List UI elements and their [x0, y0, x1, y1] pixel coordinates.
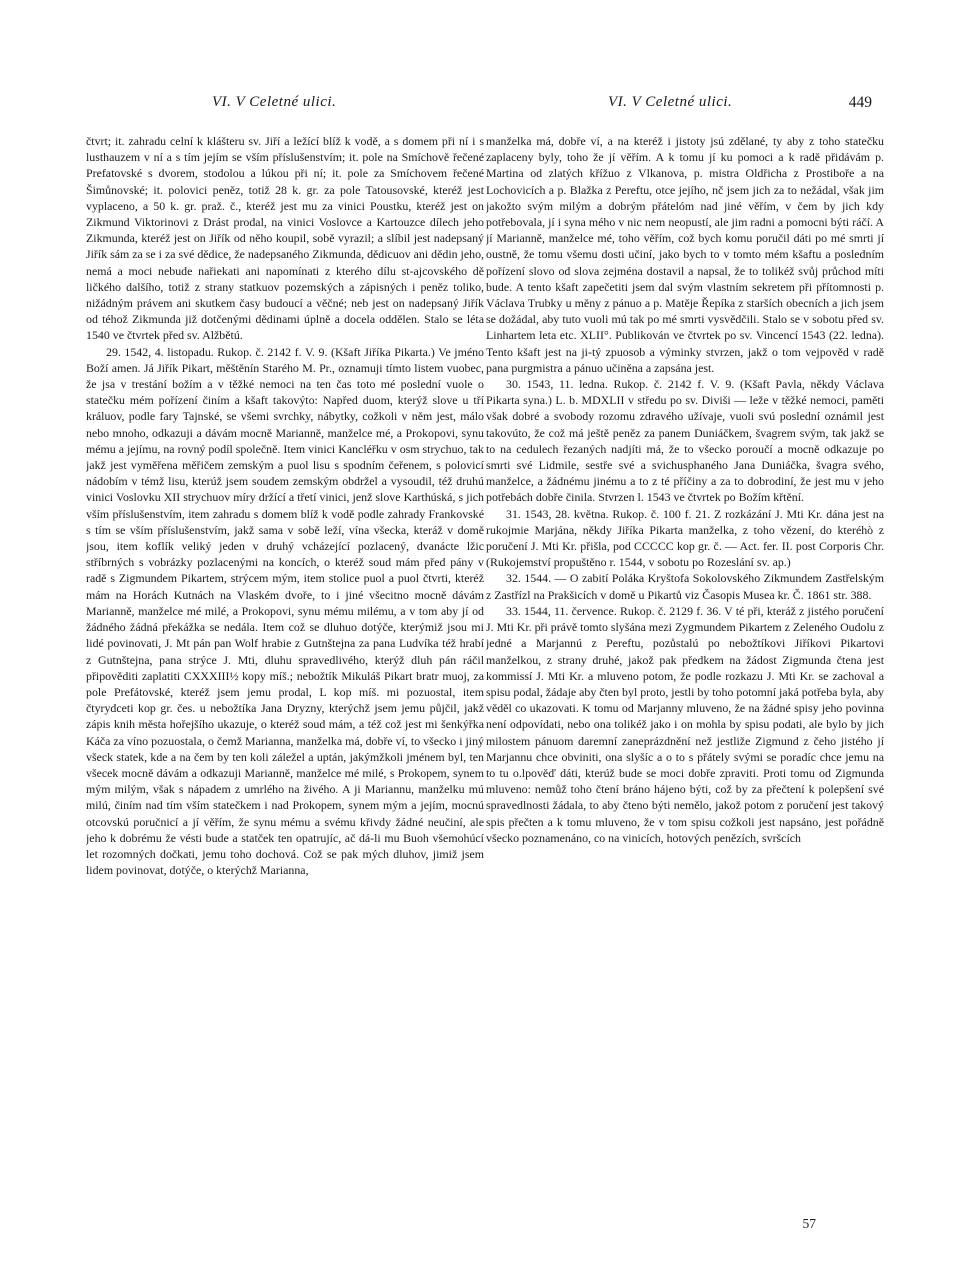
running-head-right: VI. V Celetné ulici.	[608, 94, 733, 110]
entry-32: 32. 1544. — O zabití Poláka Kryštofa Sokolovského Zikmundem Zastřelským z Zastřízl na Prakšicích v domě u Pikartů viz Časopis Musea kr. Č. 1861 str. 388.	[486, 571, 884, 602]
paragraph-continuation: čtvrt; it. zahradu celní k klášteru sv. Jiří a ležící blíž k vodě, a s domem při ní i s lusthauzem v ní a s tím jejím se vším příslušenstvím; it. pole na Smíchově řečené Prefatovské s dvorem, stodolou a lúkou při ní; it. pole za Smíchovem řečené Šimůnovské; it. polovici peněz, totiž 28 k. gr. za pole Tatousovské, kteréž jest vyplaceno, a 50 k. gr. praž. č., kteréž jest mu za vinici Poustku, kteréž jest on Zikmund Viktorinovi z Drást prodal, na vinici Voslovce a Kartouzce dílech jeho Zikmunda, kteréž jest on Jiřík od něho koupil, sobě vyrazil; a slíbil jest nadepsaný Jiřík sám za se i za své dědice, že nadepsaného Zikmunda, dědicuov ani dědin jeho, nemá a moci nebude nařiekati ani napomínati z kterého dílu st-ajcovského dě ličkého dalšího, totiž z strany statkuov pozemských a zápisných i peněz toliko, nižádným právem ani skutkem časy budoucí a věčné; neb jest on nadepsaný Jiřík od téhož Zikmunda již dotčenými dědinami úplně a docela oddělen. Stalo se léta 1540 ve čtvrtek před sv. Alžbětú.	[86, 134, 484, 343]
entry-30: 30. 1543, 11. ledna. Rukop. č. 2142 f. V. 9. (Kšaft Pavla, někdy Václava Pikarta syna.) L. b. MDXLII v středu po sv. Diviši — leže v těžké nemoci, paměti však dobré a svobody rozomu zdravého užívaje, vuoli svú poslední oznámil jest takovúto, že což má ještě peněz za panem Duniáčkem, švagrem svým, tak jakž se to na cedulech řezaných nadjíti má, že to všecko poroučí a mocně odkazuje po smrti své Lidmile, sestře své a svichusphaného Jana Duniáčka, švagra svého, manželce, a žádnému jinému a to z té příčiny a za to dobrodiní, že jest mu v jeho potřebách dobře činila. Stvrzen l. 1543 ve čtvrtek po Božím křtění.	[486, 377, 884, 505]
page-number: 449	[848, 94, 872, 111]
left-column	[86, 133, 484, 1213]
entry-29: 29. 1542, 4. listopadu. Rukop. č. 2142 f. V. 9. (Kšaft Jiříka Pikarta.) Ve jméno Boží amen. Já Jiřík Pikart, měštěnín Starého M. Pr., oznamuji tímto listem vuobec, že jsa v trestání božím a v těžké nemoci na ten čas toto mé poslední vuole o statečku mém pořízení činím a kšaft takovýto: Napřed duom, kterýž slove u tří králuov, podle fary Tajnské, se všemi svrchky, nábytky, cožkoli v něm jest, málo nebo mnoho, odkazuji a dávám mocně Marianně, manželce mé, a Prokopovi, synu mému a jejímu, na rovný podíl společně. Item vinici Kancléřku v osm strychuo, tak jakž jest vyměřena měřičem zemským a puol lisu s spodním čeřenem, s polovicí nádobím v témž lisu, kterúž jsem soudem zemským obdržel a vysoudil, též druhú vinici Voslovku XII strychuov míry držící a třetí vinici, jenž slove Karthúská, s jich vším příslušenstvím, item zahradu s domem blíž k vodě podle zahrady Frankovské s tím se vším příslušenstvím, jakž sama v sobě leží, vína všecka, kteráž v domě jsou, item koflík veliký jeden v druhý vcházející pozlacený, dvanácte lžic stříbrných s vobrázky pozlacenými na koncích, o kteréž soud mám před pány v radě s Zigmundem Pikartem, strýcem mým, item stolice puol a puol čtvrti, kteréž mám na Horách Kutnách na Vlaském dvoře, to i jiné všecitno mocně dávám Marianně, manželce mé milé, a Prokopovi, synu mému milému, a v tom aby jí od žádného žádná překážka se nedála. Item což se dluhuo dotýče, kterýmiž jsou mi lidé povinovati, J. Mt pán pan Wolf hrabie z Gutnštejna za pana Ludvíka též hrabí z Gutnštejna, pana strýce J. Mti, dluhu spravedlivého, kterýž dluh pán ráčil připověditi zaplatiti CXXXIII½ kopy míš.; nebožtík Mikuláš Pikart bratr muoj, za pole Prefátovské, kteréž jsem jemu prodal, L kop míš. mi pozuostal, item čtyrydceti kop gr. čes. u nebožtíka Jana Dryzny, kterýchž jsem jemu půjčil, jakž zápis knih města hořejšího ukazuje, o kteréž soud mám, a též což jest mi šenkýřka Káča za víno pozuostala, o čemž Marianna, manželka má, dobře ví, to všecko i jiný všeck statek, kde a na čem by ten koli záležel a uptán, jakýmžkoli jménem byl, ten všecek mocně dávám a odkazuji Marianně, manželce mé milé, s Prokopem, synem mým milým, však s nápadem z umrlého na živého. A ji Mariannu, manželku mú milú, činím nad tím vším statečkem i nad Prokopem, synem mým a jejím, mocnú otcovskú poručnicí a jí věřím, že synu mému a svému křivdy žádné neučiní, ale jeho k dobrému že vésti bude a statček ten opatrujíc, ač dá-li mu Buoh všemohúcí let rozomných dočkati, jemu toho dochová. Což se pak mých dluhov, jimiž jsem lidem povinovat, dotýče, o kterýchž Marianna,	[86, 344, 484, 878]
entry-31: 31. 1543, 28. května. Rukop. č. 100 f. 21. Z rozkázání J. Mti Kr. dána jest na rukojmie Marjána, někdy Jiříka Pikarta manželka, z toho vězení, do kteréhò z poručení J. Mti Kr. přišla, pod CCCCC kop gr. č. — Act. fer. II. post Corporis Chr. (Rukojemství propuštěno r. 1544, v sobotu po Rozeslání sv. ap.)	[486, 506, 884, 570]
sheet-signature: 57	[802, 1216, 816, 1231]
paragraph-continuation: manželka má, dobře ví, a na kteréž i jistoty jsú zdělané, ty aby z toho statečku zaplaceny byly, toho že jí věřím. A k tomu jí ku pomoci a k radě přidávám p. Martina od zlatých křížuo z Vlkanova, p. mistra Oldřicha z Prostiboře a na Lochovicích a p. Blažka z Pereftu, otce jejího, nč jsem jich za to nežádal, však jim jakožto svým milým a dobrým přátelóm nad jiné věřím, v čem by jich kdy potřebovala, jí i syna mého v nic nem neopustí, ale jim radni a pomocni býti ráčí. A jí Marianně, manželce mé, toho věřím, což bych komu poručil dáti po mé smrti jí oustně, že tomu všemu dosti učiní, jako bych to v tomto mém kšaftu a posledním pořízení slovo od slova zejména dostavil a napsal, že to tolikéž svůj průchod míti bude. A tento kšaft zapečetiti jsem dal svým vlastním sekretem při přítomnosti p. Václava Trubky u měny z pánuo a p. Matěje Řepíka z starších obecních a jich jsem se dožádal, aby tuto vuoli mú tak po mé smrti vysvědčili. Stalo se v sobotu před sv. Linhartem leta etc. XLII°. Publikován ve čtvrtek po sv. Vincencí 1543 (22. ledna). Tento kšaft jest na ji-tý zpuosob a výminky stvrzen, jakž o tom vejpověd v radě pana purgmistra a pánuo učiněna a zapsána jest.	[486, 134, 884, 375]
running-head-left: VI. V Celetné ulici.	[212, 94, 337, 110]
right-column	[486, 133, 884, 1213]
entry-33: 33. 1544, 11. července. Rukop. č. 2129 f. 36. V té při, kteráž z jistého poručení J. Mti Kr. při právě tomto slyšána mezi Zygmundem Pikartem z Zeleného Oudolu z jedné a Marjannú z Pereftu, pozůstalú po nebožtíkovi Jiříkovi Pikartovi manželkou, z strany druhé, jakož pak předkem na žádost Zigmunda čtena jest kommissí J. Mti Kr. a mluveno potom, že podle rozkazu J. Mti Kr. se zachoval a spisu podal, žádaje aby čten byl proto, jestli by toho potomní jaká potřeba byla, aby věděl co ukazovati. K tomu od Marjanny mluveno, že na žádné spisy jeho povinna není odpovídati, nebo ona tolikéž jako i on mohla by spisu podati, ale bylo by jich milostem pánuom daremní zaneprázdnění než jestliže Zigmund z čeho jistého jí Marjannu chce obviniti, ona slyšíc a o to s přátely svými se poradíc chce jemu na to tu o.lpověď dáti, kterúž bude se moci dobře zpraviti. Proti tomu od Zigmunda mluveno: nemůž toho čtení bráno hájeno býti, což by za přečtení k polepšení své spravedlnosti žádala, to aby čteno býti nemělo, jakož potom z poručení jest takový spis přečten a k tomu mluveno, že v tom spisu cožkoli jest napsáno, jest pořádně všecko poznamenáno, co na vinicích, hotových penězích, svršcích	[486, 603, 884, 845]
